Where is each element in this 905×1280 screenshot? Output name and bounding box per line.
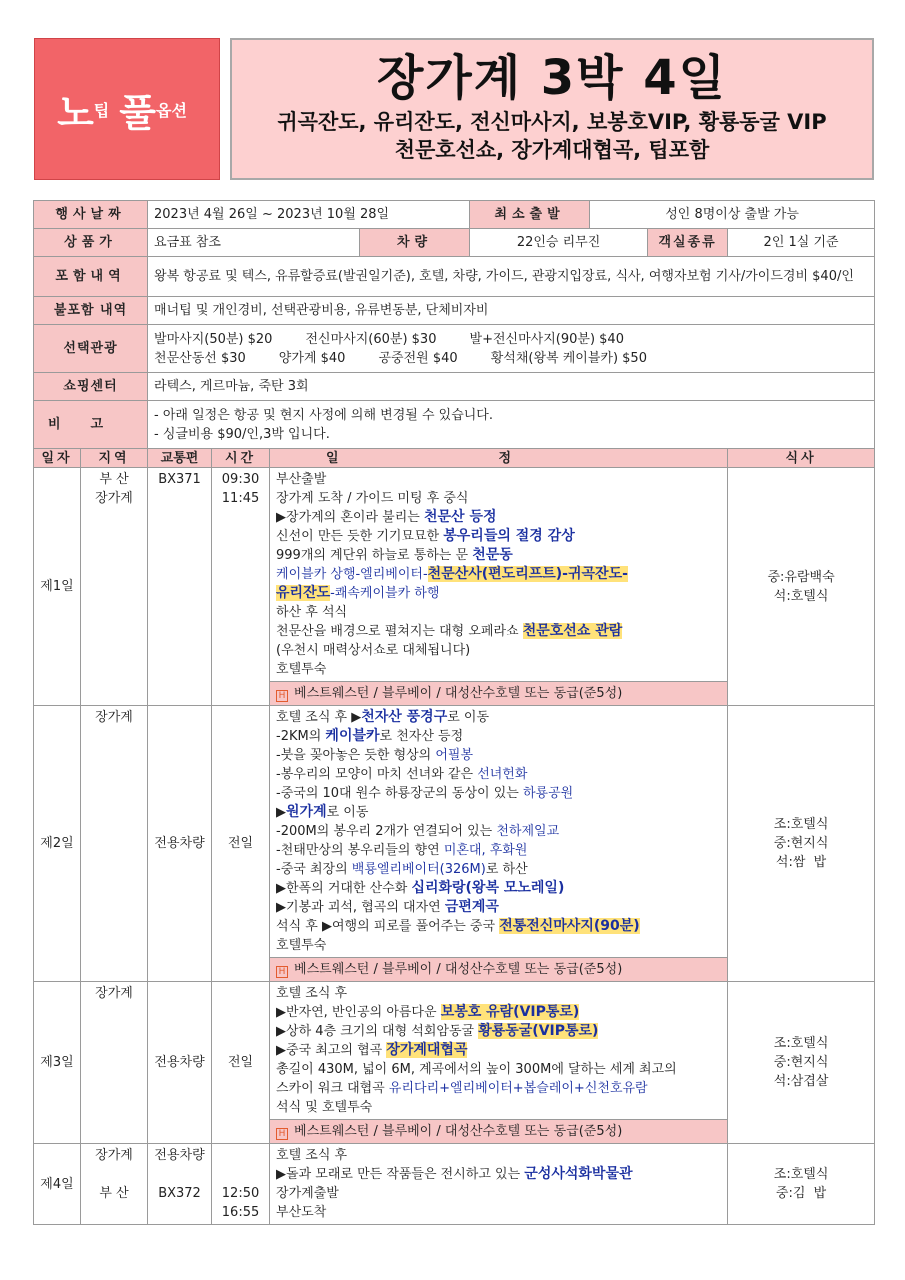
day1-text: 천문산을 배경으로 펼쳐지는 대형 오페라쇼 (276, 624, 523, 639)
optional-tour-label: 선택관광 (34, 325, 148, 373)
day2-line (276, 727, 721, 746)
day3-hotel (270, 1119, 727, 1143)
day2-highlight: 백룡엘리베이터(326M) (351, 862, 486, 877)
shopping-value: 라텍스, 게르마늄, 죽탄 3회 (148, 373, 875, 401)
title-box (230, 38, 874, 180)
day3-line (276, 1003, 721, 1022)
day3-region: 장가계 (81, 982, 148, 1144)
day4-line (276, 1165, 721, 1184)
day3-highlight: 장가계대협곡 (386, 1042, 468, 1058)
day2-text: 로 천자산 등정 (379, 729, 464, 744)
hotel-icon: H (276, 690, 288, 702)
day3-highlight: 황룡동굴(VIP통로) (478, 1023, 599, 1039)
day1-line (276, 584, 721, 603)
day3-line (276, 1041, 721, 1060)
day4-time (212, 1144, 270, 1225)
info-row-include (34, 257, 875, 297)
day1-meal-1: 중:유람백숙 (767, 569, 835, 585)
info-row-note (34, 401, 875, 449)
brand-logo (34, 38, 220, 180)
info-row-options (34, 325, 875, 373)
hotel-icon: H (276, 966, 288, 978)
info-row-exclude (34, 297, 875, 325)
note-value (148, 401, 875, 449)
day1-highlight: 천문산 등정 (424, 509, 497, 525)
day2-text: 로 이동 (326, 805, 369, 820)
day2-meal (728, 706, 875, 982)
day1-region-2: 장가계 (95, 491, 133, 506)
day3-text: 스카이 워크 대협곡 (276, 1081, 389, 1096)
day2-text: -천태만상의 봉우리들의 향연 (276, 843, 444, 858)
day2-label: 제2일 (34, 706, 81, 982)
day2-line: 호텔투숙 (276, 938, 327, 953)
day1-highlight: 천문호선쇼 관람 (522, 623, 623, 639)
day1-highlight: 천문동 (472, 547, 513, 563)
room-type-value: 2인 1실 기준 (728, 229, 875, 257)
day4-transport-spacer (154, 1165, 205, 1184)
day2-text: 호텔 조식 후 ▶ (276, 710, 362, 725)
day1-label: 제1일 (34, 468, 81, 706)
day2-line (276, 898, 721, 917)
day2-highlight: 선녀헌화 (477, 767, 528, 782)
day2-meal-1: 조:호텔식 (773, 817, 829, 832)
day1-line (276, 527, 721, 546)
day1-row (34, 468, 875, 706)
day2-highlight: 전통전신마사지(90분) (499, 918, 640, 934)
day2-text: -중국 최장의 (276, 862, 352, 877)
day2-highlight: 십리화랑(왕복 모노레일) (411, 880, 565, 896)
day1-time (212, 468, 270, 706)
day2-line (276, 746, 721, 765)
day4-schedule (270, 1144, 728, 1225)
day1-schedule (270, 468, 728, 706)
col-transport: 교통편 (148, 449, 212, 468)
logo-small-1: 팁 (93, 100, 110, 120)
day2-hotel-text: 베스트웨스턴 / 블루베이 / 대성산수호텔 또는 동급(준5성) (294, 962, 623, 977)
day1-line (276, 546, 721, 565)
day2-text: 로 이동 (447, 710, 490, 725)
col-region: 지역 (81, 449, 148, 468)
day2-highlight: 어필봉 (435, 748, 474, 763)
day2-text: -봉우리의 모양이 마치 선녀와 같은 (276, 767, 478, 782)
day1-line: (우천시 매력상서쇼로 대체됩니다) (276, 643, 471, 658)
day4-transport-1: 전용차량 (154, 1148, 205, 1163)
day4-transport (148, 1144, 212, 1225)
col-day: 일자 (34, 449, 81, 468)
day3-highlight: 보봉호 유람(VIP통로) (440, 1004, 580, 1020)
optional-tour-line-1: 발마사지(50분) $20 전신마사지(60분) $30 발+전신마사지(90분) $40 (154, 331, 624, 347)
note-line-2: - 싱글비용 $90/인,3박 입니다. (154, 426, 330, 442)
day3-hotel-text: 베스트웨스턴 / 블루베이 / 대성산수호텔 또는 동급(준5성) (294, 1124, 623, 1139)
optional-tour-value (148, 325, 875, 373)
day2-text: -중국의 10대 원수 하룡장군의 동상이 있는 (276, 786, 523, 801)
day2-line (276, 708, 721, 727)
optional-tour-line-2: 천문산동선 $30 양가계 $40 공중전원 $40 황석채(왕복 케이블카) $50 (154, 350, 647, 366)
day3-meal-1: 조:호텔식 (773, 1036, 829, 1051)
day2-time: 전일 (212, 706, 270, 982)
day2-line (276, 784, 721, 803)
day1-hotel-text: 베스트웨스턴 / 블루베이 / 대성산수호텔 또는 동급(준5성) (294, 686, 623, 701)
subtitle-line-1: 귀곡잔도, 유리잔도, 전신마사지, 보봉호VIP, 황룡동굴 VIP (277, 110, 827, 134)
day4-region-spacer (87, 1165, 141, 1184)
day3-line (276, 1022, 721, 1041)
day3-text: ▶상하 4층 크기의 대형 석회암동굴 (276, 1024, 479, 1039)
day1-hotel (270, 681, 727, 705)
col-time: 시간 (212, 449, 270, 468)
date-label: 행사날짜 (34, 201, 148, 229)
day1-time-2: 11:45 (221, 491, 260, 506)
logo-char-1: 노 (57, 90, 94, 135)
day4-meal-2: 중:김 밥 (775, 1186, 827, 1201)
day2-highlight: 미혼대, 후화원 (443, 843, 528, 858)
day2-text: -200M의 봉우리 2개가 연결되어 있는 (276, 824, 497, 839)
day2-text: -붓을 꽂아놓은 듯한 형상의 (276, 748, 436, 763)
day2-highlight: 하룡공원 (522, 786, 574, 801)
day4-region-1: 장가계 (95, 1148, 133, 1163)
day2-line (276, 917, 721, 936)
day3-text: ▶반자연, 반인공의 아름다운 (276, 1005, 441, 1020)
shopping-label: 쇼핑센터 (34, 373, 148, 401)
include-value: 왕복 항공료 및 텍스, 유류할증료(발권일기준), 호텔, 차량, 가이드, 관광지입장료, 식사, 여행자보험 기사/가이드경비 $40/인 (148, 257, 875, 297)
day2-meal-2: 중:현지식 (773, 836, 829, 851)
schedule-header-row (34, 449, 875, 468)
day2-region: 장가계 (81, 706, 148, 982)
day3-line (276, 1079, 721, 1098)
day3-line: 호텔 조식 후 (276, 986, 348, 1001)
logo-small-2: 옵션 (155, 100, 187, 120)
vehicle-label: 차량 (360, 229, 470, 257)
exclude-label: 불포함 내역 (34, 297, 148, 325)
day2-highlight: 천하제일교 (496, 824, 560, 839)
day2-text: ▶ (276, 805, 287, 820)
day2-text: -2KM의 (276, 729, 326, 744)
day2-line (276, 879, 721, 898)
day4-time-1: 12:50 (221, 1186, 260, 1201)
day1-text: ▶장가계의 혼이라 불리는 (276, 510, 424, 525)
vehicle-value: 22인승 리무진 (470, 229, 648, 257)
day3-text: ▶중국 최고의 협곡 (276, 1043, 387, 1058)
day4-line: 호텔 조식 후 (276, 1148, 348, 1163)
date-value: 2023년 4월 26일 ~ 2023년 10월 28일 (148, 201, 470, 229)
day3-time: 전일 (212, 982, 270, 1144)
day4-region (81, 1144, 148, 1225)
day1-line: 장가계 도착 / 가이드 미팅 후 중식 (276, 491, 469, 506)
day2-row (34, 706, 875, 982)
day1-line (276, 508, 721, 527)
day2-highlight: 원가계 (286, 804, 327, 820)
day1-highlight: 봉우리들의 절경 감상 (443, 528, 575, 544)
info-row-date (34, 201, 875, 229)
day2-meal-3: 석:쌈 밥 (775, 855, 827, 870)
day2-text: ▶한폭의 거대한 산수화 (276, 881, 412, 896)
day4-line: 부산도착 (276, 1205, 327, 1220)
day3-transport: 전용차량 (148, 982, 212, 1144)
day1-time-1: 09:30 (221, 472, 260, 487)
day1-text: 신선이 만든 듯한 기기묘묘한 (276, 529, 444, 544)
day3-row (34, 982, 875, 1144)
day3-line: 총길이 430M, 넓이 6M, 계곡에서의 높이 300M에 달하는 세계 최고의 (276, 1062, 677, 1077)
day2-text: 로 하산 (485, 862, 528, 877)
col-meal: 식사 (728, 449, 875, 468)
day4-meal-1: 조:호텔식 (773, 1167, 829, 1182)
day4-highlight: 군성사석화박물관 (524, 1166, 633, 1182)
hotel-icon: H (276, 1128, 288, 1140)
day2-hotel (270, 957, 727, 981)
day2-highlight: 금편계곡 (444, 899, 499, 915)
day1-meal (728, 468, 875, 706)
day1-line (276, 565, 721, 584)
include-label: 포함내역 (34, 257, 148, 297)
logo-char-2: 풀 (119, 90, 156, 135)
itinerary-table (33, 200, 875, 1225)
day3-meal-3: 석:삼겹살 (773, 1074, 829, 1089)
day2-text: 석식 후 ▶여행의 피로를 풀어주는 중국 (276, 919, 500, 934)
day4-region-2: 부 산 (99, 1186, 129, 1201)
min-departure-value: 성인 8명이상 출발 가능 (590, 201, 875, 229)
day1-highlight: 유리잔도 (276, 585, 331, 601)
day1-line (276, 622, 721, 641)
note-label: 비고 (34, 401, 148, 449)
day2-line (276, 841, 721, 860)
min-departure-label: 최소출발 (470, 201, 590, 229)
day3-line: 석식 및 호텔투숙 (276, 1100, 373, 1115)
day3-highlight: 유리다리+엘리베이터+봅슬레이+신천호유람 (388, 1081, 648, 1096)
day1-highlight: 천문산사(편도리프트)-귀곡잔도- (427, 566, 628, 582)
day2-transport: 전용차량 (148, 706, 212, 982)
day2-highlight: 케이블카 (325, 728, 380, 744)
day2-text: ▶기봉과 괴석, 협곡의 대자연 (276, 900, 445, 915)
day3-meal (728, 982, 875, 1144)
day1-line: 호텔투숙 (276, 662, 327, 677)
day3-meal-2: 중:현지식 (773, 1055, 829, 1070)
price-value: 요금표 참조 (148, 229, 360, 257)
day1-region-1: 부 산 (99, 472, 129, 487)
day2-highlight: 천자산 풍경구 (361, 709, 448, 725)
day4-meal (728, 1144, 875, 1225)
day1-line: 부산출발 (276, 472, 327, 487)
day4-label: 제4일 (34, 1144, 81, 1225)
info-row-price (34, 229, 875, 257)
page-title: 장가계 3박 4일 (376, 50, 728, 106)
day1-region (81, 468, 148, 706)
note-line-1: - 아래 일정은 항공 및 현지 사정에 의해 변경될 수 있습니다. (154, 407, 493, 423)
day2-line (276, 803, 721, 822)
day2-line (276, 822, 721, 841)
day3-schedule (270, 982, 728, 1144)
day4-time-spacer (218, 1146, 263, 1184)
room-type-label: 객실종류 (648, 229, 728, 257)
day4-transport-2: BX372 (158, 1186, 201, 1201)
day1-text: -쾌속케이블카 하행 (330, 586, 440, 601)
day4-time-2: 16:55 (221, 1205, 260, 1220)
price-label: 상품가 (34, 229, 148, 257)
exclude-value: 매너팁 및 개인경비, 선택관광비용, 유류변동분, 단체비자비 (148, 297, 875, 325)
day2-schedule (270, 706, 728, 982)
day1-transport: BX371 (148, 468, 212, 706)
day1-text: 999개의 계단위 하늘로 통하는 문 (276, 548, 473, 563)
col-schedule: 일정 (270, 449, 728, 468)
info-row-shopping (34, 373, 875, 401)
day2-line (276, 860, 721, 879)
day1-text: 케이블카 상행-엘리베이터- (276, 567, 428, 582)
day1-meal-2: 석:호텔식 (773, 588, 829, 604)
day1-line: 하산 후 석식 (276, 605, 348, 620)
day2-line (276, 765, 721, 784)
day4-line: 장가계출발 (276, 1186, 339, 1201)
day3-label: 제3일 (34, 982, 81, 1144)
day4-row (34, 1144, 875, 1225)
day4-text: ▶돌과 모래로 만든 작품들은 전시하고 있는 (276, 1167, 525, 1182)
subtitle-line-2: 천문호선쇼, 장가계대협곡, 팁포함 (394, 138, 710, 162)
